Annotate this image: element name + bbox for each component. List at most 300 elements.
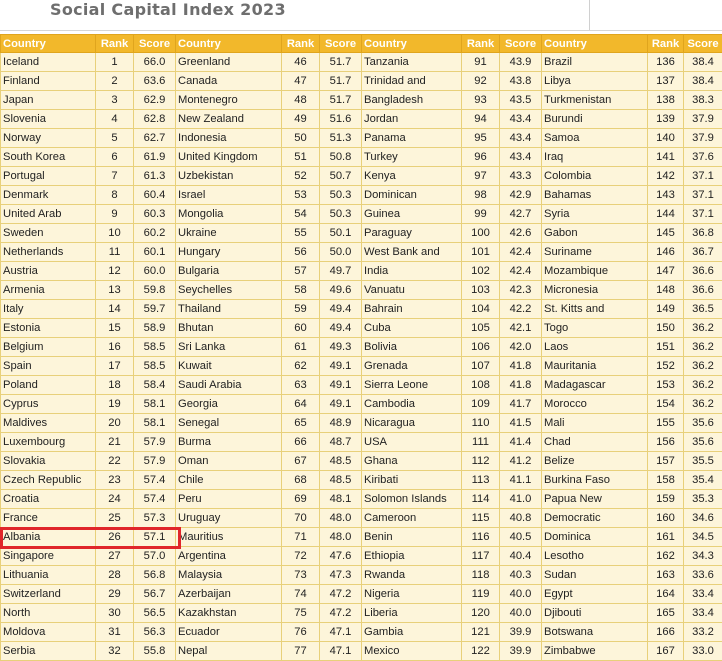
rank-cell: 71: [282, 528, 320, 547]
table-row: [1, 91, 722, 110]
country-cell: Spain: [1, 357, 96, 376]
score-cell: 42.9: [500, 186, 542, 205]
country-cell: Liberia: [362, 604, 462, 623]
score-cell: 50.7: [320, 167, 362, 186]
score-cell: 39.9: [500, 642, 542, 661]
score-cell: 55.8: [134, 642, 176, 661]
score-cell: 51.6: [320, 110, 362, 129]
country-cell: Moldova: [1, 623, 96, 642]
header-row: [1, 35, 722, 53]
country-cell: Sweden: [1, 224, 96, 243]
country-cell: Montenegro: [176, 91, 282, 110]
score-cell: 36.2: [684, 319, 722, 338]
table-row: [1, 167, 722, 186]
rank-cell: 98: [462, 186, 500, 205]
rank-cell: 99: [462, 205, 500, 224]
rank-cell: 53: [282, 186, 320, 205]
table-row: [1, 224, 722, 243]
country-cell: Saudi Arabia: [176, 376, 282, 395]
rank-cell: 153: [648, 376, 684, 395]
table-row: [1, 205, 722, 224]
column-header-rank[interactable]: Rank: [648, 35, 684, 53]
country-cell: Suriname: [542, 243, 648, 262]
table-row: [1, 547, 722, 566]
country-cell: Peru: [176, 490, 282, 509]
country-cell: North: [1, 604, 96, 623]
table-row: [1, 585, 722, 604]
score-cell: 36.5: [684, 300, 722, 319]
column-header-rank[interactable]: Rank: [462, 35, 500, 53]
score-cell: 40.5: [500, 528, 542, 547]
rank-cell: 136: [648, 53, 684, 72]
rank-cell: 65: [282, 414, 320, 433]
country-cell: Nigeria: [362, 585, 462, 604]
country-cell: Cameroon: [362, 509, 462, 528]
rank-cell: 31: [96, 623, 134, 642]
rank-cell: 14: [96, 300, 134, 319]
table-row: [1, 300, 722, 319]
country-cell: Cambodia: [362, 395, 462, 414]
column-header-country[interactable]: Country: [542, 35, 648, 53]
rank-cell: 29: [96, 585, 134, 604]
rank-cell: 27: [96, 547, 134, 566]
rank-cell: 155: [648, 414, 684, 433]
country-cell: Italy: [1, 300, 96, 319]
table-row: [1, 604, 722, 623]
score-cell: 57.1: [134, 528, 176, 547]
column-header-country[interactable]: Country: [362, 35, 462, 53]
rank-cell: 147: [648, 262, 684, 281]
country-cell: Indonesia: [176, 129, 282, 148]
rank-cell: 104: [462, 300, 500, 319]
country-cell: Kenya: [362, 167, 462, 186]
rank-cell: 46: [282, 53, 320, 72]
country-cell: Sri Lanka: [176, 338, 282, 357]
rank-cell: 18: [96, 376, 134, 395]
score-cell: 41.2: [500, 452, 542, 471]
country-cell: Mexico: [362, 642, 462, 661]
table-row: [1, 72, 722, 91]
rank-cell: 108: [462, 376, 500, 395]
score-cell: 36.7: [684, 243, 722, 262]
column-header-score[interactable]: Score: [320, 35, 362, 53]
rank-cell: 158: [648, 471, 684, 490]
rank-cell: 60: [282, 319, 320, 338]
score-cell: 49.3: [320, 338, 362, 357]
rank-cell: 50: [282, 129, 320, 148]
score-cell: 48.5: [320, 452, 362, 471]
country-cell: Togo: [542, 319, 648, 338]
country-cell: South Korea: [1, 148, 96, 167]
country-cell: Tanzania: [362, 53, 462, 72]
score-cell: 48.9: [320, 414, 362, 433]
rank-cell: 164: [648, 585, 684, 604]
rank-cell: 118: [462, 566, 500, 585]
column-header-country[interactable]: Country: [1, 35, 96, 53]
column-header-score[interactable]: Score: [134, 35, 176, 53]
score-cell: 57.0: [134, 547, 176, 566]
rank-cell: 163: [648, 566, 684, 585]
rank-cell: 116: [462, 528, 500, 547]
country-cell: Greenland: [176, 53, 282, 72]
score-cell: 35.6: [684, 433, 722, 452]
rank-cell: 21: [96, 433, 134, 452]
score-cell: 62.9: [134, 91, 176, 110]
score-cell: 56.7: [134, 585, 176, 604]
country-cell: Djibouti: [542, 604, 648, 623]
score-cell: 42.3: [500, 281, 542, 300]
score-cell: 51.7: [320, 53, 362, 72]
rank-cell: 30: [96, 604, 134, 623]
country-cell: Poland: [1, 376, 96, 395]
score-cell: 50.8: [320, 148, 362, 167]
country-cell: Gabon: [542, 224, 648, 243]
table-row: [1, 414, 722, 433]
country-cell: Jordan: [362, 110, 462, 129]
score-cell: 49.1: [320, 357, 362, 376]
rank-cell: 54: [282, 205, 320, 224]
rank-cell: 167: [648, 642, 684, 661]
country-cell: Grenada: [362, 357, 462, 376]
score-cell: 38.4: [684, 72, 722, 91]
score-cell: 57.4: [134, 471, 176, 490]
rank-cell: 56: [282, 243, 320, 262]
country-cell: Micronesia: [542, 281, 648, 300]
rank-cell: 11: [96, 243, 134, 262]
score-cell: 58.4: [134, 376, 176, 395]
rank-cell: 70: [282, 509, 320, 528]
score-cell: 35.3: [684, 490, 722, 509]
table-row: [1, 642, 722, 661]
score-cell: 42.2: [500, 300, 542, 319]
score-cell: 43.4: [500, 129, 542, 148]
country-cell: Albania: [1, 528, 96, 547]
country-cell: Seychelles: [176, 281, 282, 300]
table-row: [1, 338, 722, 357]
country-cell: Georgia: [176, 395, 282, 414]
score-cell: 37.6: [684, 148, 722, 167]
country-cell: Gambia: [362, 623, 462, 642]
rank-cell: 151: [648, 338, 684, 357]
rank-cell: 97: [462, 167, 500, 186]
rank-cell: 19: [96, 395, 134, 414]
score-cell: 49.4: [320, 319, 362, 338]
country-cell: Libya: [542, 72, 648, 91]
country-cell: Iraq: [542, 148, 648, 167]
score-cell: 50.3: [320, 186, 362, 205]
rank-cell: 15: [96, 319, 134, 338]
score-cell: 40.3: [500, 566, 542, 585]
country-cell: Oman: [176, 452, 282, 471]
rank-cell: 150: [648, 319, 684, 338]
score-cell: 63.6: [134, 72, 176, 91]
table-row: [1, 319, 722, 338]
country-cell: Lesotho: [542, 547, 648, 566]
score-cell: 41.0: [500, 490, 542, 509]
score-cell: 43.3: [500, 167, 542, 186]
score-cell: 48.0: [320, 509, 362, 528]
score-cell: 50.0: [320, 243, 362, 262]
rank-cell: 117: [462, 547, 500, 566]
score-cell: 37.9: [684, 110, 722, 129]
rank-cell: 140: [648, 129, 684, 148]
rank-cell: 148: [648, 281, 684, 300]
score-cell: 51.7: [320, 72, 362, 91]
score-cell: 43.5: [500, 91, 542, 110]
score-cell: 60.0: [134, 262, 176, 281]
score-cell: 43.4: [500, 148, 542, 167]
rank-cell: 7: [96, 167, 134, 186]
score-cell: 36.2: [684, 376, 722, 395]
rank-cell: 58: [282, 281, 320, 300]
rank-cell: 119: [462, 585, 500, 604]
rank-cell: 94: [462, 110, 500, 129]
country-cell: Ethiopia: [362, 547, 462, 566]
country-cell: Brazil: [542, 53, 648, 72]
score-cell: 61.9: [134, 148, 176, 167]
score-cell: 36.6: [684, 281, 722, 300]
rank-cell: 120: [462, 604, 500, 623]
rank-cell: 22: [96, 452, 134, 471]
rank-cell: 96: [462, 148, 500, 167]
country-cell: Benin: [362, 528, 462, 547]
country-cell: Kiribati: [362, 471, 462, 490]
rank-cell: 74: [282, 585, 320, 604]
rank-cell: 106: [462, 338, 500, 357]
rank-cell: 61: [282, 338, 320, 357]
rank-cell: 2: [96, 72, 134, 91]
score-cell: 60.4: [134, 186, 176, 205]
score-cell: 62.8: [134, 110, 176, 129]
table-row: [1, 623, 722, 642]
country-cell: Denmark: [1, 186, 96, 205]
country-cell: Egypt: [542, 585, 648, 604]
score-cell: 36.2: [684, 357, 722, 376]
rank-cell: 110: [462, 414, 500, 433]
rank-cell: 4: [96, 110, 134, 129]
country-cell: Luxembourg: [1, 433, 96, 452]
rank-cell: 152: [648, 357, 684, 376]
table-row: [1, 129, 722, 148]
rank-cell: 9: [96, 205, 134, 224]
score-cell: 34.6: [684, 509, 722, 528]
rank-cell: 24: [96, 490, 134, 509]
rank-cell: 72: [282, 547, 320, 566]
rank-cell: 93: [462, 91, 500, 110]
rank-cell: 66: [282, 433, 320, 452]
country-cell: Syria: [542, 205, 648, 224]
country-cell: Slovenia: [1, 110, 96, 129]
column-header-score[interactable]: Score: [500, 35, 542, 53]
rank-cell: 141: [648, 148, 684, 167]
column-header-score[interactable]: Score: [684, 35, 722, 53]
score-cell: 49.6: [320, 281, 362, 300]
score-cell: 34.5: [684, 528, 722, 547]
country-cell: Mali: [542, 414, 648, 433]
country-cell: Mauritius: [176, 528, 282, 547]
rank-cell: 165: [648, 604, 684, 623]
score-cell: 57.9: [134, 452, 176, 471]
score-cell: 43.9: [500, 53, 542, 72]
score-cell: 57.4: [134, 490, 176, 509]
rank-cell: 101: [462, 243, 500, 262]
country-cell: Belize: [542, 452, 648, 471]
country-cell: Trinidad and: [362, 72, 462, 91]
table-row: [1, 148, 722, 167]
rank-cell: 17: [96, 357, 134, 376]
score-cell: 42.4: [500, 262, 542, 281]
country-cell: St. Kitts and: [542, 300, 648, 319]
score-cell: 33.4: [684, 604, 722, 623]
rank-cell: 145: [648, 224, 684, 243]
score-cell: 60.1: [134, 243, 176, 262]
country-cell: Sierra Leone: [362, 376, 462, 395]
score-cell: 56.8: [134, 566, 176, 585]
rank-cell: 161: [648, 528, 684, 547]
country-cell: India: [362, 262, 462, 281]
score-cell: 58.1: [134, 414, 176, 433]
table-row: [1, 566, 722, 585]
rank-cell: 122: [462, 642, 500, 661]
rank-cell: 20: [96, 414, 134, 433]
rank-cell: 59: [282, 300, 320, 319]
score-cell: 50.1: [320, 224, 362, 243]
country-cell: Democratic: [542, 509, 648, 528]
rank-cell: 105: [462, 319, 500, 338]
score-cell: 39.9: [500, 623, 542, 642]
table-row: [1, 395, 722, 414]
rank-cell: 64: [282, 395, 320, 414]
rank-cell: 114: [462, 490, 500, 509]
score-cell: 58.5: [134, 357, 176, 376]
score-cell: 49.4: [320, 300, 362, 319]
country-cell: Argentina: [176, 547, 282, 566]
rank-cell: 139: [648, 110, 684, 129]
table-row: [1, 357, 722, 376]
score-cell: 43.8: [500, 72, 542, 91]
country-cell: West Bank and: [362, 243, 462, 262]
score-cell: 48.1: [320, 490, 362, 509]
rank-cell: 103: [462, 281, 500, 300]
country-cell: Samoa: [542, 129, 648, 148]
rank-cell: 62: [282, 357, 320, 376]
rank-cell: 138: [648, 91, 684, 110]
table-row: [1, 452, 722, 471]
score-cell: 48.5: [320, 471, 362, 490]
column-header-country[interactable]: Country: [176, 35, 282, 53]
country-cell: Bolivia: [362, 338, 462, 357]
country-cell: Switzerland: [1, 585, 96, 604]
country-cell: Uzbekistan: [176, 167, 282, 186]
country-cell: Sudan: [542, 566, 648, 585]
rank-cell: 77: [282, 642, 320, 661]
country-cell: France: [1, 509, 96, 528]
score-cell: 50.3: [320, 205, 362, 224]
rank-cell: 5: [96, 129, 134, 148]
rank-cell: 154: [648, 395, 684, 414]
score-cell: 35.6: [684, 414, 722, 433]
rank-cell: 109: [462, 395, 500, 414]
country-cell: Chile: [176, 471, 282, 490]
table-row: [1, 243, 722, 262]
score-cell: 35.5: [684, 452, 722, 471]
rank-cell: 25: [96, 509, 134, 528]
score-cell: 57.9: [134, 433, 176, 452]
score-cell: 51.7: [320, 91, 362, 110]
score-cell: 56.3: [134, 623, 176, 642]
country-cell: Estonia: [1, 319, 96, 338]
rank-cell: 52: [282, 167, 320, 186]
score-cell: 49.7: [320, 262, 362, 281]
rank-cell: 149: [648, 300, 684, 319]
score-cell: 40.8: [500, 509, 542, 528]
score-cell: 33.2: [684, 623, 722, 642]
rank-cell: 113: [462, 471, 500, 490]
table-row: [1, 490, 722, 509]
country-cell: Bulgaria: [176, 262, 282, 281]
score-cell: 41.4: [500, 433, 542, 452]
score-cell: 41.7: [500, 395, 542, 414]
rank-cell: 91: [462, 53, 500, 72]
score-cell: 38.4: [684, 53, 722, 72]
score-cell: 47.1: [320, 623, 362, 642]
country-cell: Zimbabwe: [542, 642, 648, 661]
score-cell: 47.2: [320, 585, 362, 604]
score-cell: 48.7: [320, 433, 362, 452]
score-cell: 51.3: [320, 129, 362, 148]
rank-cell: 69: [282, 490, 320, 509]
rank-cell: 32: [96, 642, 134, 661]
rank-cell: 3: [96, 91, 134, 110]
score-cell: 42.7: [500, 205, 542, 224]
country-cell: Mozambique: [542, 262, 648, 281]
score-cell: 37.1: [684, 205, 722, 224]
country-cell: Serbia: [1, 642, 96, 661]
score-cell: 58.1: [134, 395, 176, 414]
country-cell: Armenia: [1, 281, 96, 300]
country-cell: Netherlands: [1, 243, 96, 262]
country-cell: Ghana: [362, 452, 462, 471]
divider: [589, 0, 590, 30]
rank-cell: 23: [96, 471, 134, 490]
rank-cell: 112: [462, 452, 500, 471]
rank-cell: 63: [282, 376, 320, 395]
country-cell: Papua New: [542, 490, 648, 509]
score-cell: 38.3: [684, 91, 722, 110]
table-row: [1, 471, 722, 490]
rank-cell: 115: [462, 509, 500, 528]
score-cell: 41.1: [500, 471, 542, 490]
country-cell: Iceland: [1, 53, 96, 72]
country-cell: New Zealand: [176, 110, 282, 129]
column-header-rank[interactable]: Rank: [96, 35, 134, 53]
country-cell: Solomon Islands: [362, 490, 462, 509]
score-cell: 33.4: [684, 585, 722, 604]
country-cell: Madagascar: [542, 376, 648, 395]
rank-cell: 107: [462, 357, 500, 376]
score-cell: 61.3: [134, 167, 176, 186]
country-cell: Azerbaijan: [176, 585, 282, 604]
country-cell: Vanuatu: [362, 281, 462, 300]
score-cell: 41.8: [500, 357, 542, 376]
column-header-rank[interactable]: Rank: [282, 35, 320, 53]
country-cell: Nepal: [176, 642, 282, 661]
rank-cell: 76: [282, 623, 320, 642]
country-cell: Nicaragua: [362, 414, 462, 433]
country-cell: Burma: [176, 433, 282, 452]
rank-cell: 121: [462, 623, 500, 642]
country-cell: United Kingdom: [176, 148, 282, 167]
